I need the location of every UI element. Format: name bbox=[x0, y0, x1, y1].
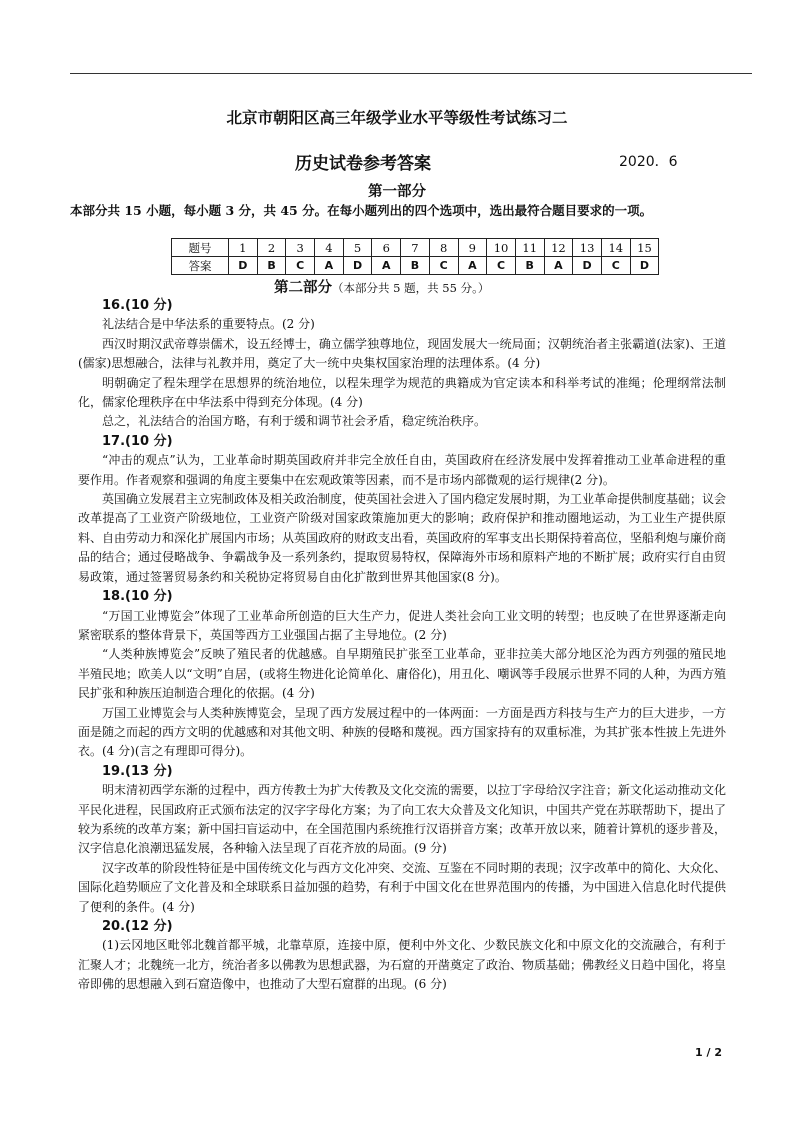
answer-cell: C bbox=[601, 257, 630, 275]
answer-cell: D bbox=[343, 257, 372, 275]
page-number: 1 / 2 bbox=[695, 1046, 722, 1059]
part1-heading: 第一部分 bbox=[368, 183, 426, 200]
question-number: 7 bbox=[401, 239, 430, 257]
question-heading-18: 18.(10 分) bbox=[102, 589, 173, 605]
question-heading-19: 19.(13 分) bbox=[102, 763, 173, 779]
answer-paragraph: “人类种族博览会”反映了殖民者的优越感。自早期殖民扩张至工业革命，亚非拉美大部分地区沦为西方列强的殖民地半殖民地；欧美人以“文明”自居，(或将生物进化论简单化、庸俗化)，用丑化、嘲讽等手段展示世界不同的人种，为西方殖民扩张和种族压迫制造合理化的依据。(4 分) bbox=[78, 647, 726, 701]
question-number: 6 bbox=[372, 239, 401, 257]
answer-cell: D bbox=[630, 257, 659, 275]
question-number: 13 bbox=[573, 239, 602, 257]
document-title: 北京市朝阳区高三年级学业水平等级性考试练习二 bbox=[226, 108, 568, 127]
answer-cell: D bbox=[229, 257, 258, 275]
answer-paragraph: 西汉时期汉武帝尊崇儒术，设五经博士，确立儒学独尊地位，现固发展大一统局面；汉朝统治者主张霸道(法家)、王道(儒家)思想融合，法律与礼教并用，奠定了大一统中央集权国家治理的法理体系。(4 分) bbox=[78, 336, 726, 371]
answer-cell: B bbox=[515, 257, 544, 275]
question-number: 12 bbox=[544, 239, 573, 257]
answer-paragraph: 礼法结合是中华法系的重要特点。(2 分) bbox=[102, 317, 315, 332]
question-number: 3 bbox=[286, 239, 315, 257]
answer-table bbox=[171, 238, 659, 275]
row-label-number: 题号 bbox=[172, 239, 229, 257]
top-rule bbox=[70, 73, 752, 74]
answer-table-answer-row bbox=[172, 257, 659, 275]
question-heading-17: 17.(10 分) bbox=[102, 433, 173, 449]
answer-cell: C bbox=[487, 257, 516, 275]
answer-paragraph: (1)云冈地区毗邻北魏首都平城，北靠草原，连接中原，便利中外文化、少数民族文化和中原文化的交流融合，有利于汇聚人才；北魏统一北方，统治者多以佛教为思想武器，为石窟的开凿奠定了政治、物质基础；佛教经义日趋中国化，将皇帝即佛的思想融入到石窟造像中，也推动了大型石窟群的出现。(6 分) bbox=[78, 938, 727, 992]
answer-cell: B bbox=[401, 257, 430, 275]
part2-heading-line bbox=[274, 276, 489, 297]
answer-cell: D bbox=[573, 257, 602, 275]
question-number: 2 bbox=[257, 239, 286, 257]
answer-paragraph: 总之，礼法结合的治国方略，有利于缓和调节社会矛盾，稳定统治秩序。 bbox=[102, 414, 487, 429]
document-date: 2020．6 bbox=[619, 154, 678, 170]
document-subtitle: 历史试卷参考答案 bbox=[295, 154, 431, 174]
answer-table-number-row bbox=[172, 239, 659, 257]
row-label-answer: 答案 bbox=[172, 257, 229, 275]
answers-body bbox=[78, 296, 726, 995]
answer-cell: A bbox=[458, 257, 487, 275]
question-number: 14 bbox=[601, 239, 630, 257]
question-number: 9 bbox=[458, 239, 487, 257]
question-number: 8 bbox=[429, 239, 458, 257]
question-heading-16: 16.(10 分) bbox=[102, 298, 173, 313]
question-number: 1 bbox=[229, 239, 258, 257]
question-number: 11 bbox=[515, 239, 544, 257]
answer-cell: B bbox=[257, 257, 286, 275]
answer-paragraph: 汉字改革的阶段性特征是中国传统文化与西方文化冲突、交流、互鉴在不同时期的表现；汉字改革中的简化、大众化、国际化趋势顺应了文化普及和全球联系日益加强的趋势，有利于中国文化在世界范围内的传播，为中国进入信息化时代提供了便利的条件。(4 分) bbox=[78, 860, 727, 914]
question-number: 15 bbox=[630, 239, 659, 257]
question-number: 10 bbox=[487, 239, 516, 257]
part2-heading: 第二部分 bbox=[274, 279, 332, 296]
answer-paragraph: 明朝确定了程朱理学在思想界的统治地位，以程朱理学为规范的典籍成为官定读本和科举考试的准绳；伦理纲常法制化，儒家伦理秩序在中华法系中得到充分体现。(4 分) bbox=[78, 375, 726, 410]
answer-paragraph: 英国确立发展君主立宪制政体及相关政治制度，使英国社会进入了国内稳定发展时期，为工业革命提供制度基础；议会改革提高了工业资产阶级地位，工业资产阶级对国家政策施加更大的影响；政府保护和推动圈地运动，为工业生产提供原料、自由劳动力和深化扩展国内市场；从英国政府的财政支出看，英国政府的军事支出长期保持着高位，坚船利炮与廉价商品的结合；通过侵略战争、争霸战争及一系列条约，提取贸易特权，保障海外市场和原料产地的不断扩展；政府实行自由贸易政策，通过签署贸易条约和关税协定将贸易自由化扩散到世界其他国家(8 分)。 bbox=[78, 492, 727, 584]
answer-cell: C bbox=[429, 257, 458, 275]
answer-cell: A bbox=[544, 257, 573, 275]
answer-cell: C bbox=[286, 257, 315, 275]
question-heading-20: 20.(12 分) bbox=[102, 919, 173, 934]
answer-paragraph: “万国工业博览会”体现了工业革命所创造的巨大生产力，促进人类社会向工业文明的转型；也反映了在世界逐渐走向紧密联系的整体背景下，英国等西方工业强国占据了主导地位。(2 分) bbox=[78, 608, 726, 642]
answer-cell: A bbox=[315, 257, 344, 275]
part1-instructions: 本部分共 15 小题，每小题 3 分，共 45 分。在每小题列出的四个选项中，选出最符合题目要求的一项。 bbox=[70, 203, 653, 218]
answer-paragraph: “冲击的观点”认为，工业革命时期英国政府并非完全放任自由，英国政府在经济发展中发挥着推动工业革命进程的重要作用。作者观察和强调的角度主要集中在宏观政策等因素，而不是市场内部微观的运行规律(2 分)。 bbox=[78, 453, 726, 487]
question-number: 4 bbox=[315, 239, 344, 257]
answer-paragraph: 明末清初西学东渐的过程中，西方传教士为扩大传教及文化交流的需要，以拉丁字母给汉字注音；新文化运动推动文化平民化进程，民国政府正式颁布法定的汉字字母化方案；为了向工农大众普及文化知识，中国共产党在苏联帮助下，提出了较为系统的改革方案；新中国扫盲运动中，在全国范围内系统推行汉语拼音方案；改革开放以来，随着计算机的逐步普及，汉字信息化浪潮迅猛发展，各种输入法呈现了百花齐放的局面。(9 分) bbox=[78, 783, 727, 856]
answer-paragraph: 万国工业博览会与人类种族博览会，呈现了西方发展过程中的一体两面：一方面是西方科技与生产力的巨大进步，一方面是随之而起的西方文明的优越感和对其他文明、种族的侵略和蔑视。西方国家持有的双重标准，为其扩张本性披上先进外衣。(4 分)(言之有理即可得分)。 bbox=[78, 705, 727, 759]
answer-cell: A bbox=[372, 257, 401, 275]
question-number: 5 bbox=[343, 239, 372, 257]
part2-note: （本部分共 5 题，共 55 分。） bbox=[332, 281, 490, 295]
